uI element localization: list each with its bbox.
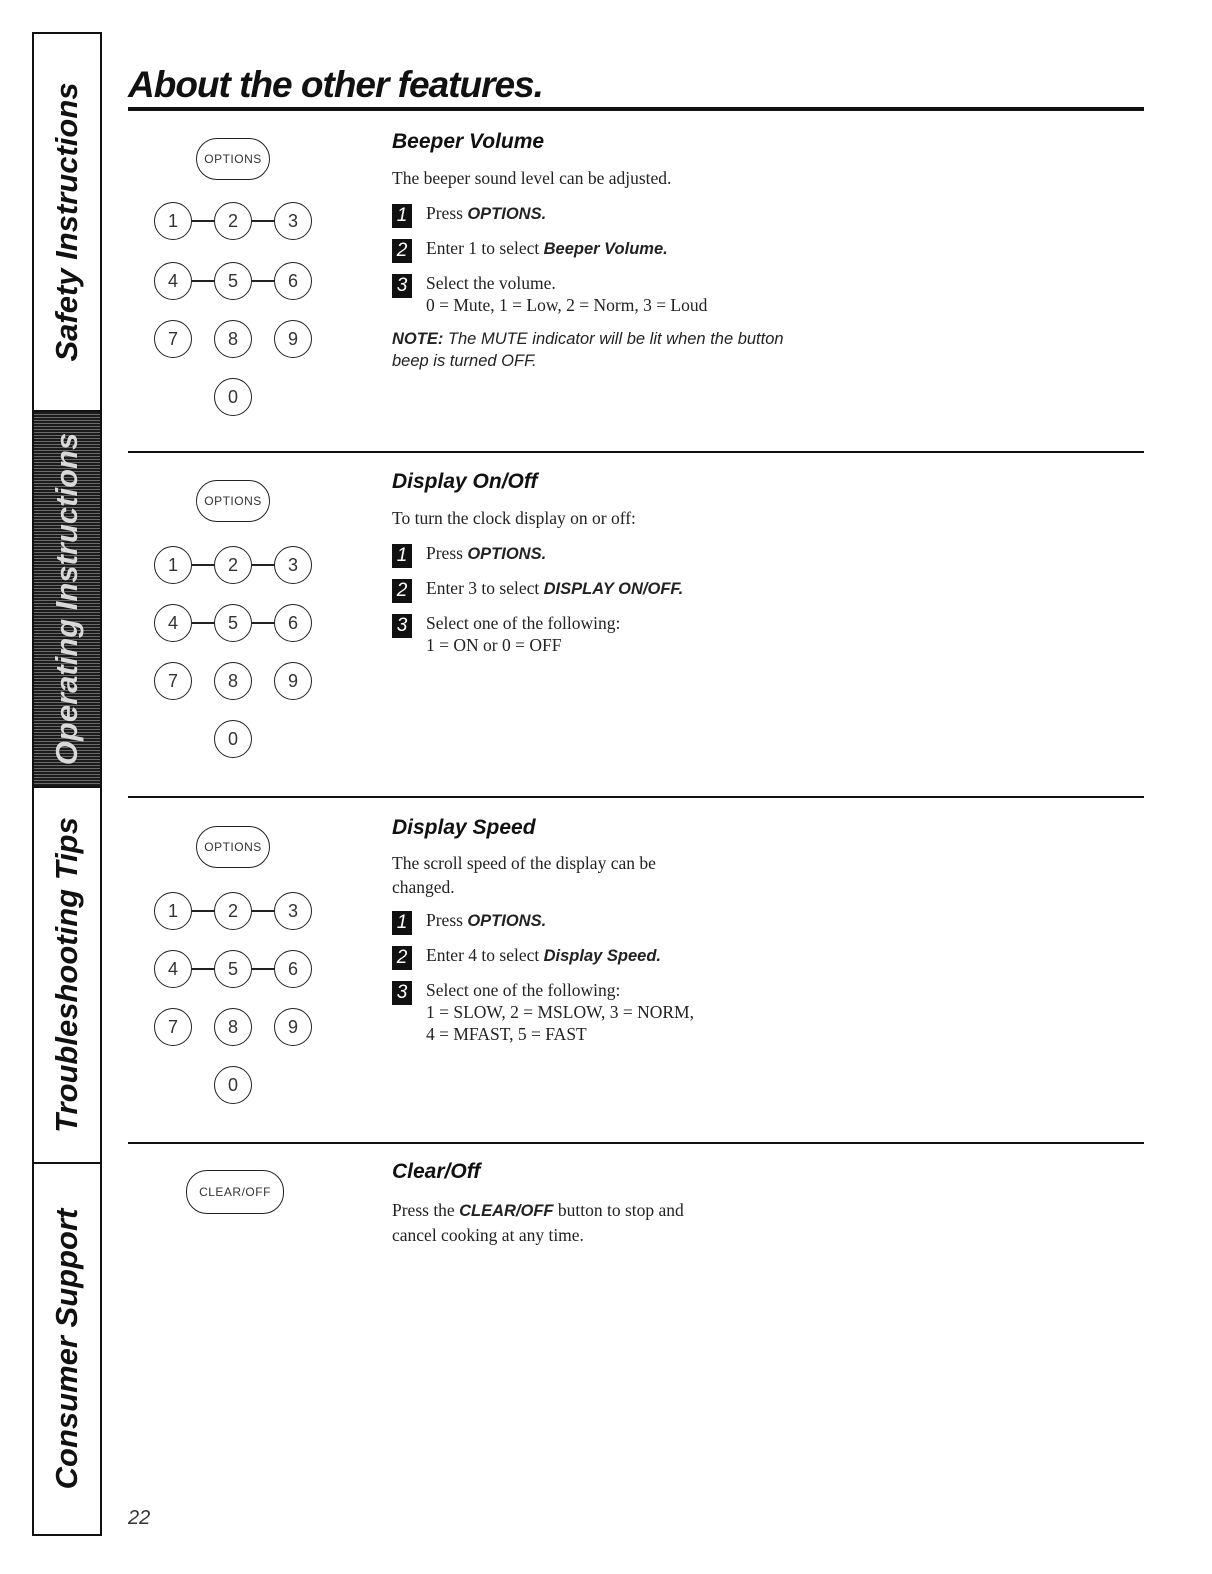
key-connector [192, 220, 216, 222]
key-connector [192, 622, 216, 624]
step-1: 1 Press OPTIONS. [392, 542, 892, 568]
key-connector [192, 910, 216, 912]
tab-troubleshooting-tips[interactable] [34, 786, 100, 1162]
section-intro: The beeper sound level can be adjusted. [392, 168, 672, 188]
section-display-speed [128, 806, 1144, 1136]
key-1: 1 [154, 546, 192, 584]
tab-label: Safety Instructions [49, 82, 84, 362]
key-connector [252, 968, 276, 970]
key-0: 0 [214, 720, 252, 758]
key-7: 7 [154, 662, 192, 700]
keypad-diagram [148, 476, 328, 776]
key-connector [192, 280, 216, 282]
section-divider [128, 796, 1144, 798]
key-5: 5 [214, 604, 252, 642]
step-number: 1 [392, 204, 412, 228]
options-key-illustration: OPTIONS [196, 138, 270, 180]
key-9: 9 [274, 1008, 312, 1046]
key-connector [252, 220, 276, 222]
key-9: 9 [274, 662, 312, 700]
step-1: 1 Press OPTIONS. [392, 909, 892, 935]
key-connector [252, 564, 276, 566]
page-number: 22 [128, 1507, 151, 1529]
key-0: 0 [214, 378, 252, 416]
key-8: 8 [214, 662, 252, 700]
step-number: 2 [392, 579, 412, 603]
key-1: 1 [154, 892, 192, 930]
key-9: 9 [274, 320, 312, 358]
key-2: 2 [214, 202, 252, 240]
key-0: 0 [214, 1066, 252, 1104]
key-3: 3 [274, 546, 312, 584]
section-heading: Display Speed [392, 816, 536, 839]
step-3: 3 Select one of the following: 1 = SLOW, 2 = MSLOW, 3 = NORM, 4 = MFAST, 5 = FAST [392, 979, 892, 1047]
step-number: 1 [392, 544, 412, 568]
section-beeper-volume [128, 120, 1144, 450]
key-connector [252, 910, 276, 912]
section-heading: Clear/Off [392, 1160, 481, 1183]
key-3: 3 [274, 892, 312, 930]
key-7: 7 [154, 320, 192, 358]
key-5: 5 [214, 950, 252, 988]
section-heading: Display On/Off [392, 470, 538, 493]
key-5: 5 [214, 262, 252, 300]
step-3: 3 Select one of the following: 1 = ON or 0 = OFF [392, 612, 892, 658]
key-6: 6 [274, 262, 312, 300]
options-key-illustration: OPTIONS [196, 826, 270, 868]
section-intro: The scroll speed of the display can be changed. [392, 853, 656, 897]
key-connector [192, 968, 216, 970]
tab-operating-instructions[interactable] [34, 410, 100, 786]
section-clear-off [128, 1150, 1144, 1270]
step-number: 2 [392, 239, 412, 263]
key-4: 4 [154, 950, 192, 988]
title-rule [128, 107, 1144, 111]
section-display-on-off [128, 460, 1144, 790]
key-4: 4 [154, 604, 192, 642]
section-divider [128, 451, 1144, 453]
step-2: 2 Enter 1 to select Beeper Volume. [392, 237, 892, 263]
keypad-diagram [148, 822, 328, 1122]
tab-label: Operating Instructions [49, 432, 84, 766]
section-text: Press the CLEAR/OFF button to stop and cancel cooking at any time. [392, 1200, 684, 1245]
key-2: 2 [214, 892, 252, 930]
step-number: 1 [392, 911, 412, 935]
section-tabs [32, 32, 102, 1536]
step-2: 2 Enter 4 to select Display Speed. [392, 944, 892, 970]
key-3: 3 [274, 202, 312, 240]
key-connector [192, 564, 216, 566]
options-key-illustration: OPTIONS [196, 480, 270, 522]
key-1: 1 [154, 202, 192, 240]
step-number: 3 [392, 274, 412, 298]
section-heading: Beeper Volume [392, 130, 545, 153]
section-divider [128, 1142, 1144, 1144]
section-intro: To turn the clock display on or off: [392, 508, 636, 528]
key-8: 8 [214, 1008, 252, 1046]
tab-consumer-support[interactable] [34, 1162, 100, 1534]
keypad-diagram [148, 134, 328, 434]
key-8: 8 [214, 320, 252, 358]
page-title: About the other features. [128, 64, 543, 105]
step-3: 3 Select the volume. 0 = Mute, 1 = Low, 2 = Norm, 3 = Loud [392, 272, 892, 318]
key-2: 2 [214, 546, 252, 584]
clear-off-key-illustration: CLEAR/OFF [186, 1170, 284, 1214]
tab-label: Consumer Support [49, 1208, 84, 1490]
step-number: 3 [392, 981, 412, 1005]
key-6: 6 [274, 950, 312, 988]
key-connector [252, 280, 276, 282]
tab-label: Troubleshooting Tips [49, 817, 84, 1133]
step-number: 2 [392, 946, 412, 970]
key-7: 7 [154, 1008, 192, 1046]
key-connector [252, 622, 276, 624]
step-2: 2 Enter 3 to select DISPLAY ON/OFF. [392, 577, 892, 603]
key-4: 4 [154, 262, 192, 300]
step-1: 1 Press OPTIONS. [392, 202, 892, 228]
step-number: 3 [392, 614, 412, 638]
tab-safety-instructions[interactable] [34, 34, 100, 410]
note: NOTE: The MUTE indicator will be lit when the button beep is turned OFF. [392, 330, 784, 370]
key-6: 6 [274, 604, 312, 642]
